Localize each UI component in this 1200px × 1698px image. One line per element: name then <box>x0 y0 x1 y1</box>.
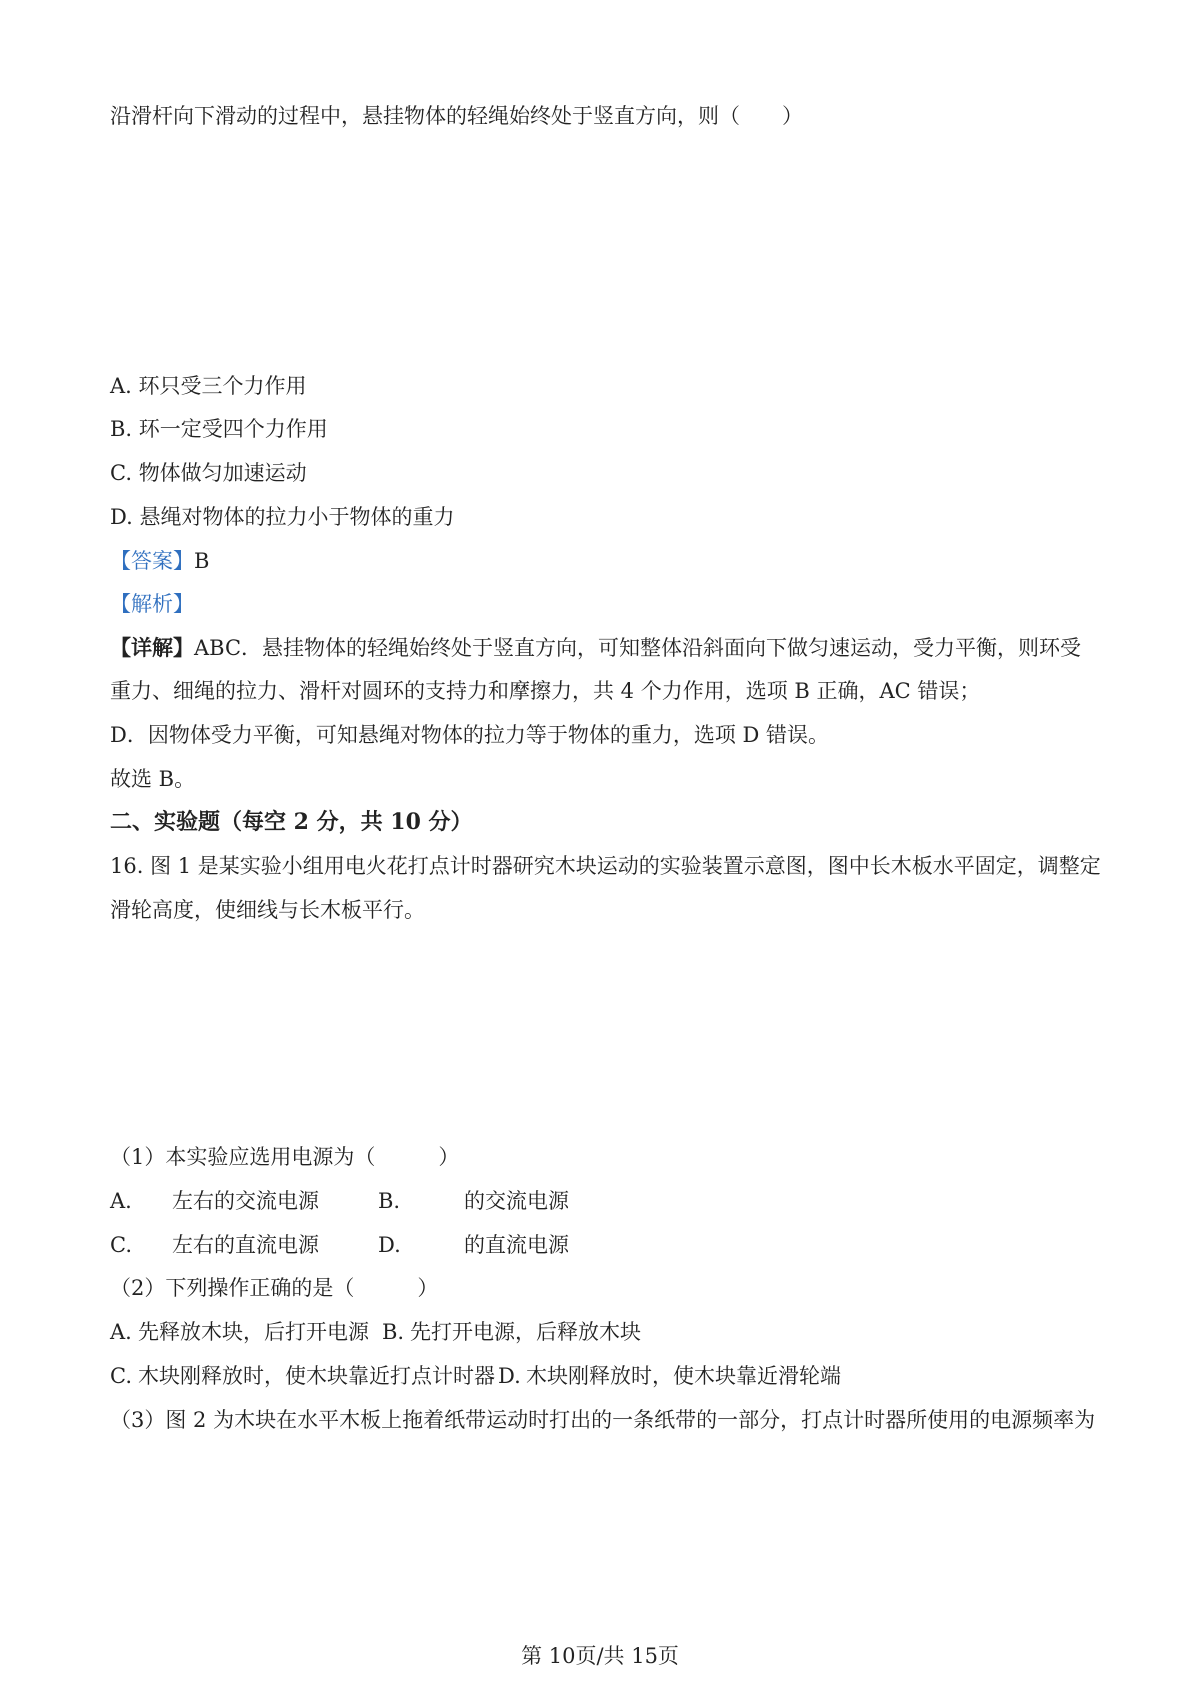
option-letter: C. <box>110 1233 132 1257</box>
detail-text: ABC．悬挂物体的轻绳始终处于竖直方向，可知整体沿斜面向下做匀速运动，受力平衡，则环受 <box>194 636 1082 660</box>
option-letter: D. <box>498 1364 521 1388</box>
option-text: 的直流电源 <box>464 1233 569 1257</box>
option-text: 悬绳对物体的拉力小于物体的重力 <box>139 505 455 529</box>
q16-sub2-prompt: （2）下列操作正确的是（ ） <box>110 1276 439 1300</box>
analysis-tag: 【解析】 <box>110 592 194 616</box>
option-letter: A. <box>110 1189 132 1213</box>
section-title: 二、实验题（每空 2 分，共 10 分） <box>110 809 473 835</box>
q15-detail-line-4: 故选 B。 <box>110 767 196 791</box>
q15-option-c <box>110 459 307 487</box>
q16-stem-line-1: 16. 图 1 是某实验小组用电火花打点计时器研究木块运动的实验装置示意图，图中长木板水平固定，调整定 <box>110 854 1101 878</box>
q16-sub3-prompt: （3）图 2 为木块在水平木板上拖着纸带运动时打出的一条纸带的一部分，打点计时器所使用的电源频率为 <box>110 1408 1096 1432</box>
q15-analysis <box>110 590 194 618</box>
option-text: 先释放木块，后打开电源 <box>138 1320 369 1344</box>
option-text: 先打开电源，后释放木块 <box>410 1320 641 1344</box>
option-letter: B. <box>378 1189 401 1213</box>
q15-option-d <box>110 503 454 531</box>
option-text: 左右的直流电源 <box>172 1233 319 1257</box>
q15-detail-line-2: 重力、细绳的拉力、滑杆对圆环的支持力和摩擦力，共 4 个力作用，选项 B 正确，AC 错误； <box>110 679 981 703</box>
option-letter: C. <box>110 461 132 485</box>
option-text: 木块刚释放时，使木块靠近滑轮端 <box>526 1364 841 1388</box>
q15-option-b <box>110 415 328 443</box>
option-text: 木块刚释放时，使木块靠近打点计时器 <box>138 1364 495 1388</box>
q15-detail-line-1 <box>110 634 1081 662</box>
option-letter: B. <box>110 417 133 441</box>
q15-option-a <box>110 372 307 400</box>
detail-tag: 【详解】 <box>110 635 194 660</box>
q15-stem: 沿滑杆向下滑动的过程中，悬挂物体的轻绳始终处于竖直方向，则（ ） <box>110 104 803 128</box>
answer-tag: 【答案】 <box>110 549 194 573</box>
option-text: 的交流电源 <box>464 1189 569 1213</box>
option-letter: D. <box>378 1233 401 1257</box>
option-text: 环只受三个力作用 <box>138 374 307 398</box>
q15-answer <box>110 547 209 575</box>
option-text: 左右的交流电源 <box>172 1189 319 1213</box>
option-text: 环一定受四个力作用 <box>138 417 328 441</box>
answer-value: B <box>194 549 210 573</box>
q15-detail-line-3: D．因物体受力平衡，可知悬绳对物体的拉力等于物体的重力，选项 D 错误。 <box>110 723 830 747</box>
page-number: 第 10页/共 15页 <box>521 1644 679 1668</box>
option-letter: A. <box>110 374 132 398</box>
option-letter: A. <box>110 1320 132 1344</box>
option-letter: D. <box>110 505 133 529</box>
option-letter: B. <box>382 1320 405 1344</box>
q16-stem-line-2: 滑轮高度，使细线与长木板平行。 <box>110 898 425 922</box>
option-letter: C. <box>110 1364 132 1388</box>
q16-sub1-prompt: （1）本实验应选用电源为（ ） <box>110 1145 460 1169</box>
option-text: 物体做匀加速运动 <box>138 461 307 485</box>
